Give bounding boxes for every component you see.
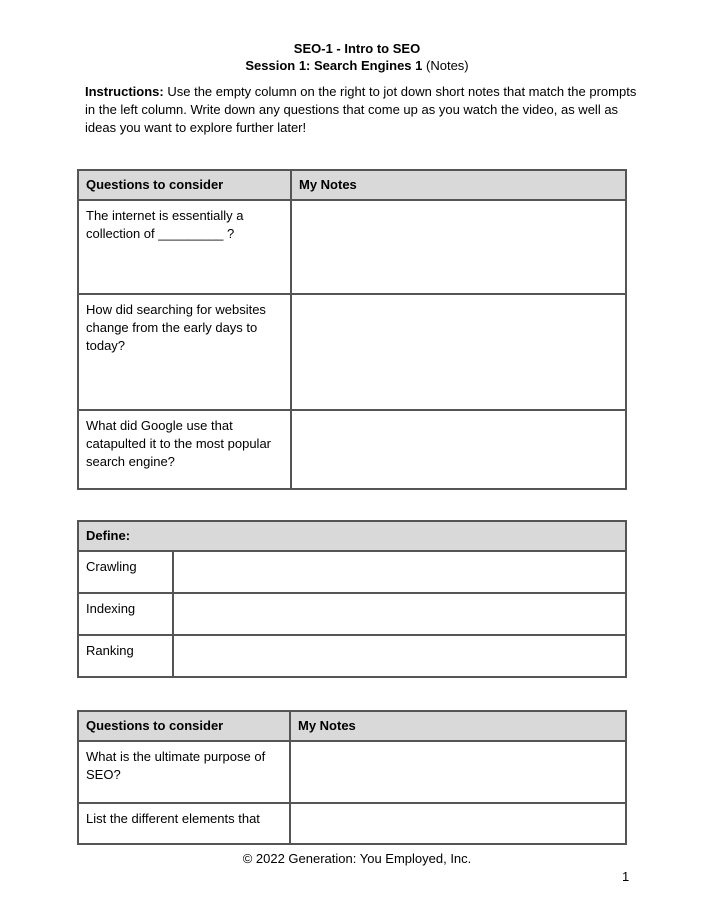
notes-column-header: My Notes <box>290 711 626 741</box>
notes-cell[interactable] <box>291 294 626 410</box>
questions-column-header: Questions to consider <box>78 711 290 741</box>
page-number: 1 <box>622 869 630 884</box>
notes-cell[interactable] <box>290 803 626 844</box>
questions-table-2 <box>77 710 627 845</box>
definition-cell[interactable] <box>173 551 626 593</box>
session-title-suffix: (Notes) <box>426 58 469 73</box>
definition-cell[interactable] <box>173 635 626 677</box>
instructions-label: Instructions: <box>85 84 164 99</box>
table-row <box>78 593 626 635</box>
notes-cell[interactable] <box>291 410 626 489</box>
notes-cell[interactable] <box>290 741 626 803</box>
table-row <box>78 551 626 593</box>
notes-column-header: My Notes <box>291 170 626 200</box>
table-row <box>78 200 626 294</box>
questions-column-header: Questions to consider <box>78 170 291 200</box>
instructions-text: Use the empty column on the right to jot down short notes that match the prompts in the left column. Write down any questions that come up as you watch the video, as well as ideas you want to explore further later! <box>85 84 637 135</box>
table-row <box>78 294 626 410</box>
question-cell: What did Google use that catapulted it to the most popular search engine? <box>78 410 291 489</box>
term-cell: Crawling <box>78 551 173 593</box>
define-table <box>77 520 627 678</box>
table-row <box>78 635 626 677</box>
definition-cell[interactable] <box>173 593 626 635</box>
session-title <box>0 58 714 73</box>
instructions-paragraph <box>85 83 640 137</box>
questions-table-1 <box>77 169 627 490</box>
table-row <box>78 410 626 489</box>
question-cell: List the different elements that <box>78 803 290 844</box>
term-cell: Ranking <box>78 635 173 677</box>
question-cell: What is the ultimate purpose of SEO? <box>78 741 290 803</box>
session-title-bold: Session 1: Search Engines 1 <box>245 58 423 73</box>
question-cell: How did searching for websites change from the early days to today? <box>78 294 291 410</box>
term-cell: Indexing <box>78 593 173 635</box>
define-header: Define: <box>78 521 626 551</box>
copyright-footer: © 2022 Generation: You Employed, Inc. <box>242 851 472 866</box>
question-cell: The internet is essentially a collection of _________ ? <box>78 200 291 294</box>
table-row <box>78 741 626 803</box>
table-row <box>78 803 626 844</box>
notes-cell[interactable] <box>291 200 626 294</box>
document-title: SEO-1 - Intro to SEO <box>293 41 421 56</box>
